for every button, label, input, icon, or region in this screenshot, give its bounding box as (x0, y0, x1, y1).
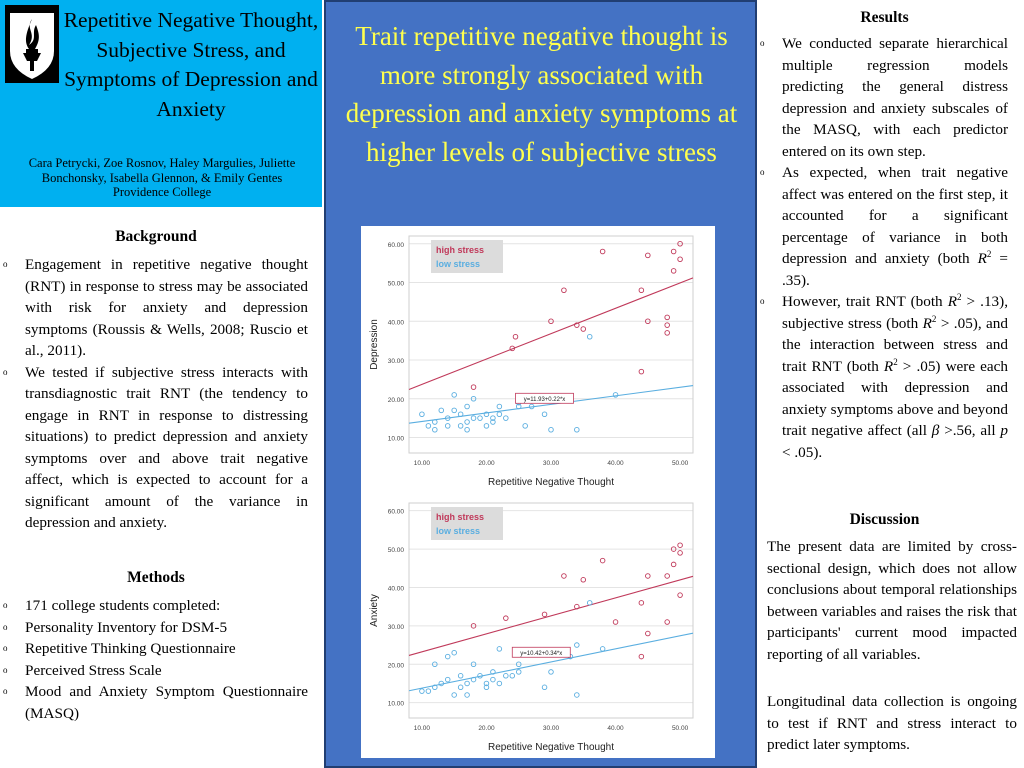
low-stress-point (575, 643, 580, 648)
high-stress-point (471, 385, 476, 390)
high-stress-point (600, 249, 605, 254)
results-heading: Results (860, 9, 909, 26)
high-stress-point (639, 288, 644, 293)
x-tick-label: 20.00 (478, 725, 495, 732)
methods-bullet: o Repetitive Thinking Questionnaire (0, 638, 308, 660)
methods-bullet: o Perceived Stress Scale (0, 660, 308, 682)
title-block (0, 0, 322, 207)
y-tick-label: 50.00 (387, 547, 404, 555)
low-stress-point (433, 427, 438, 432)
high-stress-point (671, 249, 676, 254)
methods-list (0, 595, 308, 724)
bullet-marker-icon: o (3, 686, 8, 696)
institution: Providence College (112, 185, 212, 199)
y-tick-label: 60.00 (387, 241, 404, 249)
low-stress-point (445, 677, 450, 682)
high-stress-point (613, 620, 618, 625)
low-stress-point (478, 416, 483, 421)
discussion-paragraph-1: The present data are limited by cross-sectional design, which does not allow conclusions about temporal relationships between variables and raises the risk that participants' current mood impacted reporting of all variables. (767, 538, 1017, 663)
low-stress-point (445, 424, 450, 429)
methods-bullet: o Mood and Anxiety Symptom Questionnaire (MASQ) (3, 683, 308, 722)
low-stress-point (452, 650, 457, 655)
results-bullet: o However, trait RNT (both $R^2 > .13$), subjective stress (both $R^2 > .05$), and the interaction between stress and trait RNT (both $R^2 > .05$) were each associated with depression and anxiety symptoms above and beyond trait negative affect (all β >.56, all p < .05). (760, 291, 1009, 461)
low-stress-point (575, 427, 580, 432)
low-stress-point (497, 404, 502, 409)
low-stress-point (510, 673, 515, 678)
low-stress-point (426, 689, 431, 694)
background-list (0, 254, 308, 534)
high-stress-point (665, 620, 670, 625)
low-stress-point (458, 685, 463, 690)
low-stress-point (465, 420, 470, 425)
high-stress-point (562, 288, 567, 293)
low-stress-point (497, 681, 502, 686)
bullet-marker-icon: o (3, 366, 8, 377)
high-stress-point (581, 327, 586, 332)
bullet-marker-icon: o (760, 167, 765, 177)
x-tick-label: 10.00 (413, 460, 431, 467)
high-stress-point (646, 631, 651, 636)
bullet-marker-icon: o (760, 296, 765, 306)
bullet-marker-icon: o (3, 643, 8, 653)
low-stress-point (458, 673, 463, 678)
authors: Cara Petrycki, Zoe Rosnov, Haley Margulies, Juliette Bonchonsky, Isabella Glennon, & Emily Gentes (28, 156, 296, 185)
results-bullet: o We conducted separate hierarchical multiple regression models predicting the general distress depression and anxiety subscales of the MASQ, with each predictor entered on its own step. (760, 35, 1008, 160)
high-stress-point (678, 257, 683, 262)
high-stress-point (639, 654, 644, 659)
y-tick-label: 50.00 (387, 280, 404, 288)
low-stress-point (465, 427, 470, 432)
low-stress-point (497, 412, 502, 417)
high-stress-point (665, 323, 670, 328)
y-tick-label: 40.00 (387, 319, 404, 327)
y-tick-label: 20.00 (387, 662, 404, 670)
poster-title: Repetitive Negative Thought, Subjective Stress, and Symptoms of Depression and Anxiety (63, 8, 319, 121)
y-tick-label: 10.00 (387, 435, 404, 443)
low-stress-point (516, 670, 521, 675)
results-list (757, 33, 1008, 463)
low-stress-point (452, 393, 457, 398)
headline: Trait repetitive negative thought is more strongly associated with depression and anxiety symptoms at higher levels of subjective stress (345, 21, 738, 167)
high-stress-point (665, 331, 670, 336)
low-stress-point (458, 424, 463, 429)
legend-low-stress: low stress (436, 526, 481, 536)
low-stress-point (465, 404, 470, 409)
high-stress-point (678, 551, 683, 556)
low-stress-point (445, 654, 450, 659)
high-stress-point (639, 369, 644, 374)
x-tick-label: 10.00 (413, 725, 431, 732)
x-tick-label: 40.00 (607, 460, 624, 467)
low-stress-point (587, 334, 592, 339)
high-stress-point (671, 269, 676, 274)
high-stress-point (646, 253, 651, 258)
low-stress-point (484, 424, 489, 429)
low-stress-point (439, 408, 444, 413)
low-stress-point (420, 412, 425, 417)
high-stress-point (639, 601, 644, 606)
right-column (757, 0, 1024, 768)
low-stress-point (542, 685, 547, 690)
x-tick-label: 50.00 (671, 460, 689, 467)
bullet-marker-icon: o (3, 664, 8, 675)
low-stress-fit-line (409, 633, 693, 691)
high-stress-point (562, 574, 567, 579)
discussion-heading: Discussion (849, 511, 920, 528)
legend-high-stress: high stress (436, 512, 485, 522)
background-heading: Background (115, 228, 197, 245)
background-bullet: o We tested if subjective stress interacts with transdiagnostic trait RNT (the tendency to engage in RNT in response to distressing situations) to predict depression and anxiety symptoms over and above trait negative affect, which is expected to account for a significant amount of the variance in depression and anxiety. (3, 363, 308, 531)
regression-equation: y=11.93+0.22*x (523, 396, 566, 403)
results-bullet: o As expected, when trait negative affect was entered on the first step, it accounted for a significant percentage of variance in both depression and anxiety (both $R^2 = .35$). (760, 164, 1008, 289)
bullet-marker-icon: o (760, 38, 765, 48)
y-tick-label: 30.00 (387, 623, 404, 631)
y-tick-label: 20.00 (387, 396, 404, 404)
y-tick-label: 60.00 (387, 508, 404, 516)
x-tick-label: 50.00 (671, 725, 689, 732)
regression-equation: y=10.42+0.34*x (520, 650, 563, 657)
high-stress-point (542, 612, 547, 617)
x-axis-label: Repetitive Negative Thought (487, 477, 615, 488)
legend-high-stress: high stress (436, 245, 485, 255)
high-stress-point (646, 574, 651, 579)
y-tick-label: 10.00 (387, 700, 404, 708)
low-stress-fit-line (409, 386, 693, 424)
high-stress-point (504, 616, 509, 621)
low-stress-point (471, 416, 476, 421)
low-stress-point (504, 673, 509, 678)
high-stress-point (665, 315, 670, 320)
x-axis-label: Repetitive Negative Thought (487, 742, 615, 753)
background-bullet: o Engagement in repetitive negative thought (RNT) in response to stress may be associated with risk for anxiety and depression symptoms (Roussis & Wells, 2008; Ruscio et al., 2011). (3, 256, 308, 359)
low-stress-point (452, 408, 457, 413)
high-stress-fit-line (409, 278, 693, 390)
discussion-paragraph-2: Longitudinal data collection is ongoing to test if RNT and stress interact to predict later symptoms. (767, 693, 1017, 753)
low-stress-point (426, 424, 431, 429)
college-logo-icon (5, 5, 59, 83)
low-stress-point (420, 689, 425, 694)
methods-bullet: o 171 college students completed: (0, 595, 308, 617)
high-stress-fit-line (409, 576, 693, 655)
x-tick-label: 30.00 (542, 460, 560, 467)
high-stress-point (678, 593, 683, 598)
low-stress-point (465, 693, 470, 698)
x-tick-label: 30.00 (542, 725, 560, 732)
depression-scatter-chart (361, 226, 715, 493)
x-tick-label: 20.00 (478, 460, 495, 467)
y-axis-label: Depression (369, 319, 380, 370)
high-stress-point (678, 543, 683, 548)
high-stress-point (671, 562, 676, 567)
low-stress-point (587, 601, 592, 606)
low-stress-point (549, 670, 554, 675)
methods-heading: Methods (127, 569, 185, 586)
low-stress-point (497, 647, 502, 652)
low-stress-point (452, 693, 457, 698)
low-stress-point (491, 677, 496, 682)
low-stress-point (542, 412, 547, 417)
low-stress-point (549, 427, 554, 432)
low-stress-point (465, 681, 470, 686)
y-tick-label: 40.00 (387, 585, 404, 593)
high-stress-point (513, 334, 518, 339)
bullet-marker-icon: o (3, 600, 8, 610)
low-stress-point (504, 416, 509, 421)
author-list (4, 156, 320, 200)
low-stress-point (575, 693, 580, 698)
low-stress-point (523, 424, 528, 429)
methods-bullet: o Personality Inventory for DSM-5 (0, 617, 308, 639)
high-stress-point (600, 558, 605, 563)
bullet-marker-icon: o (3, 259, 8, 269)
legend-low-stress: low stress (436, 259, 481, 269)
left-column (0, 207, 322, 768)
low-stress-point (600, 647, 605, 652)
anxiety-scatter-chart (361, 493, 715, 758)
high-stress-point (581, 577, 586, 582)
y-axis-label: Anxiety (369, 594, 380, 627)
bullet-marker-icon: o (3, 621, 8, 632)
high-stress-point (665, 574, 670, 579)
y-tick-label: 30.00 (387, 358, 404, 365)
x-tick-label: 40.00 (607, 725, 624, 732)
